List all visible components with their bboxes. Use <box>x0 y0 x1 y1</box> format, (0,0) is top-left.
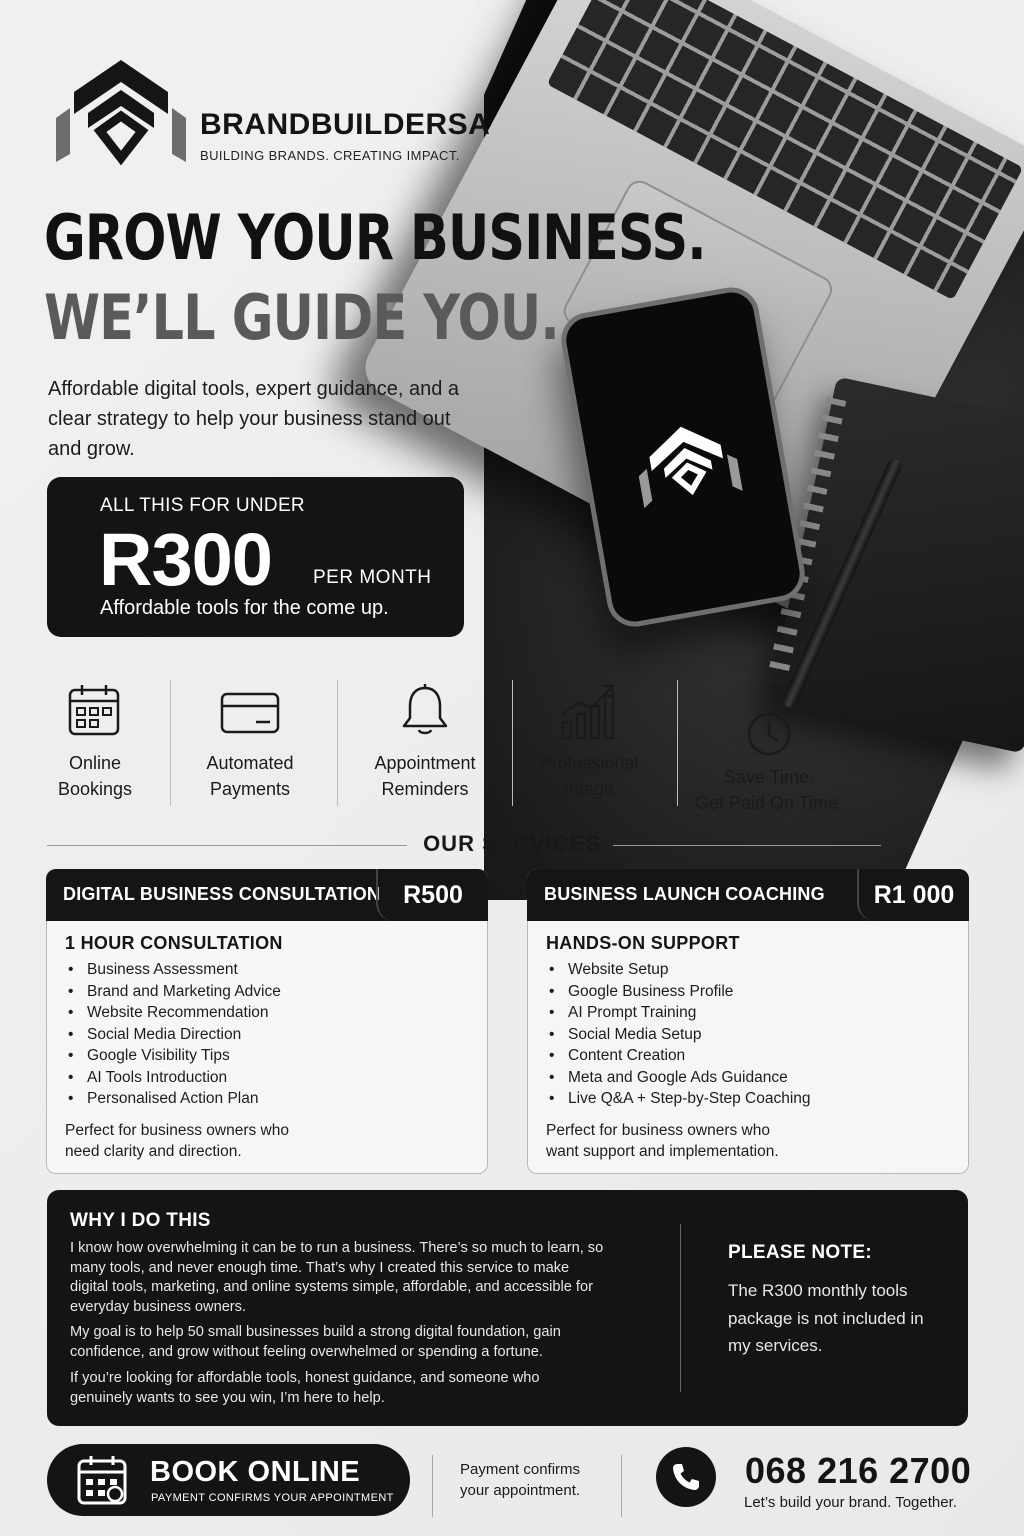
feature-professional-image <box>524 676 654 810</box>
brand-name: BRANDBUILDERSA <box>200 108 491 141</box>
headline-line-1: GROW YOUR BUSINESS. <box>44 201 706 274</box>
book-online-sublabel: PAYMENT CONFIRMS YOUR APPOINTMENT <box>151 1492 394 1504</box>
feature-label-line-2: Payments <box>209 779 291 799</box>
price-note: Affordable tools for the come up. <box>100 597 389 619</box>
brand-tagline: BUILDING BRANDS. CREATING IMPACT. <box>200 148 460 163</box>
list-item: • AI Prompt Training <box>546 1002 811 1024</box>
list-item: • Social Media Direction <box>65 1024 281 1046</box>
feature-label <box>684 764 854 816</box>
list-item: • Personalised Action Plan <box>65 1088 281 1110</box>
feature-label-line-1: Online <box>68 753 122 773</box>
why-divider <box>680 1224 681 1392</box>
service-items <box>546 959 811 1110</box>
why-paragraph-3: If you’re looking for affordable tools, honest guidance, and someone who genuinely wants to see you win, I’m here to help. <box>70 1370 540 1406</box>
service-footer: Perfect for business owners who want support and implementation. <box>546 1122 779 1160</box>
service-items <box>65 959 281 1110</box>
intro-text: Affordable digital tools, expert guidance, and a clear strategy to help your business stand out and grow. <box>48 378 460 460</box>
service-card-coaching <box>527 869 969 1174</box>
feature-divider <box>170 680 171 806</box>
clock-icon <box>741 706 797 762</box>
feature-online-bookings <box>30 676 160 810</box>
feature-label-line-2: Get Paid On Time. <box>694 793 844 813</box>
phone-number[interactable]: 068 216 2700 <box>745 1450 972 1491</box>
note-title: PLEASE NOTE: <box>728 1242 873 1263</box>
list-item: • Meta and Google Ads Guidance <box>546 1067 811 1089</box>
features-row <box>20 676 880 813</box>
calendar-icon <box>75 1452 131 1508</box>
feature-divider <box>677 680 678 806</box>
feature-label-line-1: Appointment <box>374 753 476 773</box>
service-footer: Perfect for business owners who need clarity and direction. <box>65 1122 289 1160</box>
price-period: PER MONTH <box>313 567 432 588</box>
feature-label-line-2: Image <box>563 779 615 799</box>
brand-logo-icon <box>56 58 186 168</box>
growth-chart-icon <box>559 682 619 742</box>
phone-tagline: Let’s build your brand. Together. <box>744 1494 957 1511</box>
feature-label <box>350 750 500 802</box>
phone-logo-icon <box>629 404 745 520</box>
list-item: • Content Creation <box>546 1045 811 1067</box>
list-item: • AI Tools Introduction <box>65 1067 281 1089</box>
feature-label <box>30 750 160 802</box>
service-card-consultation <box>46 869 488 1174</box>
service-card-header <box>46 869 488 921</box>
price-amount: R300 <box>99 518 272 601</box>
why-title: WHY I DO THIS <box>70 1210 211 1231</box>
price-pretext: ALL THIS FOR UNDER <box>100 495 305 516</box>
book-online-label: BOOK ONLINE <box>150 1456 361 1488</box>
list-item: • Social Media Setup <box>546 1024 811 1046</box>
cta-divider <box>621 1455 622 1517</box>
list-item: • Brand and Marketing Advice <box>65 981 281 1003</box>
feature-label-line-1: Automated <box>206 753 294 773</box>
why-paragraph-1: I know how overwhelming it can be to run a business. There’s so much to learn, so many tools, and never enough time. That’s why I created this service to make digital tools, marketing, and online systems simple, affordable, and accessible for everyday business owners. <box>70 1240 604 1315</box>
headline-line-2: WE’LL GUIDE YOU. <box>44 281 559 354</box>
calendar-icon <box>67 682 123 738</box>
payment-note: Payment confirms your appointment. <box>460 1461 581 1499</box>
feature-label-line-2: Bookings <box>57 779 133 799</box>
service-price: R1 000 <box>857 869 969 921</box>
why-section <box>47 1190 968 1426</box>
service-price: R500 <box>376 869 488 921</box>
note-text: The R300 monthly tools package is not included in my services. <box>728 1281 924 1355</box>
price-box <box>47 477 464 637</box>
feature-label <box>180 750 320 802</box>
feature-label-line-1: Professional <box>539 753 639 773</box>
feature-automated-payments <box>180 676 320 810</box>
book-online-button[interactable] <box>47 1444 410 1516</box>
list-item: • Business Assessment <box>65 959 281 981</box>
bell-icon <box>397 682 453 738</box>
list-item: • Website Recommendation <box>65 1002 281 1024</box>
why-paragraph-2: My goal is to help 50 small businesses build a strong digital foundation, gain confidence, and grow without feeling overwhelmed or spending a fortune. <box>70 1324 561 1360</box>
service-subtitle: HANDS-ON SUPPORT <box>546 933 740 953</box>
phone-call-button[interactable] <box>656 1447 716 1507</box>
service-card-header <box>527 869 969 921</box>
list-item: • Live Q&A + Step-by-Step Coaching <box>546 1088 811 1110</box>
phone-icon <box>670 1461 702 1493</box>
feature-label-line-1: Save Time. <box>723 767 815 787</box>
list-item: • Google Visibility Tips <box>65 1045 281 1067</box>
list-item: • Website Setup <box>546 959 811 981</box>
headline <box>44 198 706 358</box>
feature-label <box>524 750 654 802</box>
services-title: OUR SERVICES <box>423 831 601 856</box>
service-name: BUSINESS LAUNCH COACHING <box>544 884 825 904</box>
feature-divider <box>337 680 338 806</box>
credit-card-icon <box>220 682 280 738</box>
feature-save-time <box>684 676 854 813</box>
list-item: • Google Business Profile <box>546 981 811 1003</box>
service-name: DIGITAL BUSINESS CONSULTATION <box>63 884 381 904</box>
service-subtitle: 1 HOUR CONSULTATION <box>65 933 283 953</box>
feature-divider <box>512 680 513 806</box>
cta-divider <box>432 1455 433 1517</box>
feature-appointment-reminders <box>350 676 500 810</box>
feature-label-line-2: Reminders <box>381 779 469 799</box>
